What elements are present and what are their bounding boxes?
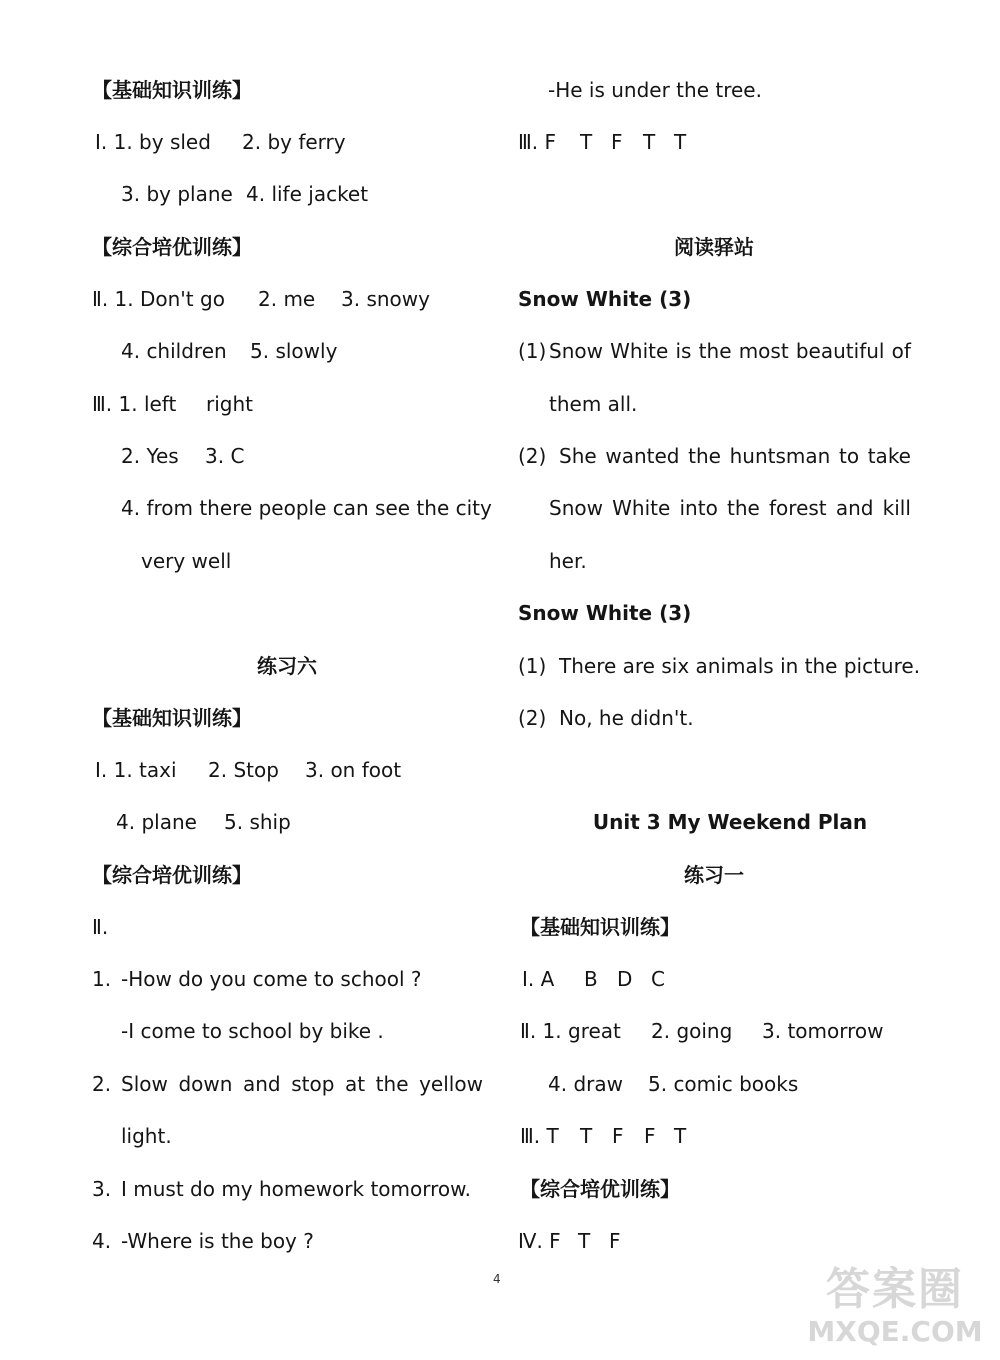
page-number: 4 [493, 1272, 501, 1286]
answer-line: Ⅲ. 1. left [92, 392, 177, 416]
answer-line: Ⅰ. 1. by sled [95, 130, 211, 154]
section-title: 练习六 [257, 654, 317, 678]
answer-line-justified [549, 494, 911, 522]
answer-line: 2. me [258, 287, 316, 311]
answer-value: F [609, 1229, 621, 1253]
answer-line: Ⅲ. T [520, 1124, 559, 1148]
unit-title: Unit 3 My Weekend Plan [592, 810, 868, 834]
answer-line: 4. from there people can see the city [121, 496, 492, 520]
word: Snow [549, 496, 603, 520]
comprehensive-training-heading: 【综合培优训练】 [92, 863, 252, 887]
answer-line: No, he didn't. [559, 706, 694, 730]
comprehensive-training-heading: 【综合培优训练】 [520, 1177, 680, 1201]
answer-line: her. [549, 549, 587, 573]
answer-line: -I come to school by bike . [121, 1019, 384, 1043]
word: She [559, 444, 597, 468]
word: of [891, 339, 911, 363]
word: to [838, 444, 860, 468]
word: the [375, 1072, 409, 1096]
answer-line: Ⅱ. 1. great [520, 1019, 621, 1043]
answer-line: Ⅲ. F [518, 130, 557, 154]
word: yellow [419, 1072, 483, 1096]
answer-line: 2. Yes [121, 444, 179, 468]
answer-line: 4. draw [548, 1072, 623, 1096]
word: White [610, 339, 669, 363]
answer-line: -Where is the boy ? [121, 1229, 314, 1253]
answer-line: 3. by plane [121, 182, 233, 206]
answer-line: 4. children [121, 339, 227, 363]
answer-line: -How do you come to school ? [121, 967, 422, 991]
word: White [612, 496, 671, 520]
word: is [675, 339, 692, 363]
answer-line: Ⅱ. [92, 915, 109, 939]
answer-line: 2. by ferry [242, 130, 346, 154]
word: the [688, 444, 721, 468]
answer-line: Ⅰ. A [522, 967, 555, 991]
watermark-text: 答案圈 [826, 1264, 964, 1315]
story-title: Snow White (3) [518, 287, 692, 311]
question-number: (1) [518, 654, 547, 678]
word: the [727, 496, 760, 520]
question-number: 4. [92, 1229, 112, 1253]
answer-line: 4. plane [116, 810, 197, 834]
answer-line: Ⅳ. F [518, 1229, 561, 1253]
answer-line: 4. life jacket [246, 182, 369, 206]
word: and [242, 1072, 281, 1096]
answer-line: 3. snowy [341, 287, 430, 311]
answer-line-justified [121, 1070, 483, 1098]
answer-value: D [617, 967, 633, 991]
answer-line: -He is under the tree. [548, 78, 762, 102]
answer-value: B [584, 967, 598, 991]
answer-line: 3. C [205, 444, 245, 468]
answer-line: 5. slowly [250, 339, 338, 363]
answer-line: very well [141, 549, 232, 573]
section-title: 阅读驿站 [674, 235, 754, 259]
word: kill [882, 496, 911, 520]
word: wanted [605, 444, 680, 468]
question-number: (2) [518, 706, 547, 730]
word: stop [291, 1072, 335, 1096]
answer-value: T [578, 1229, 591, 1253]
answer-value: T [674, 130, 687, 154]
question-number: 1. [92, 967, 112, 991]
question-number: 2. [92, 1072, 112, 1096]
word: forest [769, 496, 827, 520]
watermark-url: MXQE.COM [807, 1315, 983, 1348]
answer-value: T [580, 1124, 593, 1148]
word: down [178, 1072, 233, 1096]
word: into [679, 496, 718, 520]
watermark-logo [800, 1264, 990, 1354]
word: and [835, 496, 874, 520]
answer-line: I must do my homework tomorrow. [121, 1177, 472, 1201]
answer-line: Ⅱ. 1. Don't go [92, 287, 225, 311]
answer-value: C [651, 967, 665, 991]
question-number: 3. [92, 1177, 112, 1201]
word: at [344, 1072, 366, 1096]
answer-line: them all. [549, 392, 638, 416]
basic-training-heading: 【基础知识训练】 [520, 915, 680, 939]
answer-line: 2. going [651, 1019, 733, 1043]
answer-line: There are six animals in the picture. [559, 654, 921, 678]
answer-line: 3. tomorrow [762, 1019, 884, 1043]
basic-training-heading: 【基础知识训练】 [92, 78, 252, 102]
answer-value: F [612, 1124, 624, 1148]
story-title: Snow White (3) [518, 601, 692, 625]
word: beautiful [795, 339, 885, 363]
answer-line: 2. Stop [208, 758, 279, 782]
answer-value: F [644, 1124, 656, 1148]
answer-value: T [674, 1124, 687, 1148]
question-number: (2) [518, 444, 547, 468]
answer-line: Ⅰ. 1. taxi [95, 758, 177, 782]
section-title: 练习一 [684, 863, 744, 887]
answer-line: 3. on foot [305, 758, 402, 782]
answer-value: F [611, 130, 623, 154]
basic-training-heading: 【基础知识训练】 [92, 706, 252, 730]
answer-value: T [643, 130, 656, 154]
word: Slow [121, 1072, 168, 1096]
answer-line: right [206, 392, 253, 416]
word: the [698, 339, 732, 363]
question-number: (1) [518, 339, 547, 363]
word: most [738, 339, 789, 363]
answer-line: 5. ship [224, 810, 291, 834]
word: huntsman [729, 444, 831, 468]
word: Snow [549, 339, 603, 363]
comprehensive-training-heading: 【综合培优训练】 [92, 235, 252, 259]
answer-line: light. [121, 1124, 172, 1148]
word: take [867, 444, 911, 468]
answer-line-justified [559, 442, 911, 470]
answer-line: 5. comic books [648, 1072, 799, 1096]
answer-line-justified [549, 337, 911, 365]
answer-value: T [580, 130, 593, 154]
